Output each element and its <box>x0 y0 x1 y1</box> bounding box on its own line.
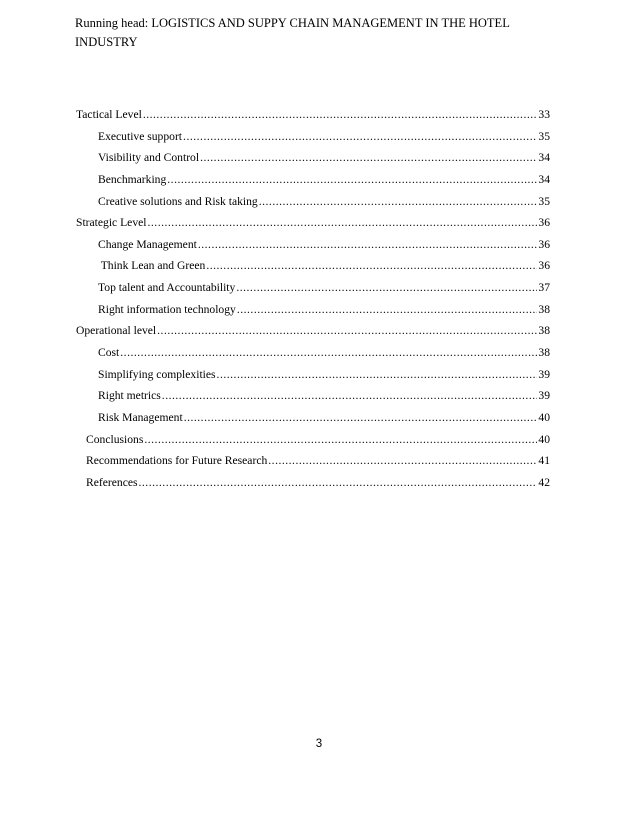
toc-leader-dots <box>120 346 537 359</box>
toc-entry[interactable] <box>76 238 550 260</box>
toc-entry[interactable] <box>76 216 550 238</box>
toc-leader-dots <box>184 411 538 424</box>
toc-entry-label: Creative solutions and Risk taking <box>98 194 258 208</box>
toc-entry-page: 36 <box>538 259 550 273</box>
toc-entry[interactable] <box>76 324 550 346</box>
toc-entry-label: Tactical Level <box>76 108 142 121</box>
toc-leader-dots <box>198 238 538 251</box>
toc-entry[interactable] <box>76 281 550 303</box>
toc-entry[interactable] <box>76 411 550 433</box>
toc-entry[interactable] <box>76 151 550 173</box>
toc-entry-page: 36 <box>538 237 550 251</box>
toc-entry-page: 34 <box>538 151 550 165</box>
toc-leader-dots <box>236 281 537 294</box>
toc-entry-label: Recommendations for Future Research <box>86 454 268 468</box>
toc-entry-page: 38 <box>538 302 550 316</box>
toc-entry-page: 40 <box>538 410 550 424</box>
toc-entry-label: Executive support <box>98 129 183 143</box>
toc-entry-page: 37 <box>538 281 550 295</box>
toc-entry-page: 35 <box>538 129 550 143</box>
toc-entry[interactable] <box>76 108 550 130</box>
toc-leader-dots <box>143 108 538 121</box>
toc-entry-page: 36 <box>538 216 550 230</box>
running-head: Running head: LOGISTICS AND SUPPY CHAIN MANAGEMENT IN THE HOTEL INDUSTRY <box>75 16 510 49</box>
toc-leader-dots <box>200 151 537 164</box>
toc-leader-dots <box>206 259 537 272</box>
toc-entry-label: Strategic Level <box>76 216 147 230</box>
toc-entry-label: Cost <box>98 346 120 360</box>
toc-entry-page: 35 <box>538 194 550 208</box>
toc-entry-page: 41 <box>538 454 550 468</box>
toc-entry-page: 38 <box>538 346 550 360</box>
toc-leader-dots <box>217 368 538 381</box>
page-number: 3 <box>315 738 323 750</box>
toc-entry[interactable] <box>76 130 550 152</box>
toc-entry-label: Conclusions <box>86 432 144 446</box>
toc-entry-page: 34 <box>538 172 550 186</box>
toc-entry-label: Visibility and Control <box>98 151 200 165</box>
toc-entry[interactable] <box>76 476 550 498</box>
toc-entry[interactable] <box>76 173 550 195</box>
toc-entry-page: 40 <box>538 432 550 446</box>
toc-entry[interactable] <box>76 389 550 411</box>
toc-leader-dots <box>183 130 537 143</box>
toc-entry-label: Risk Management <box>98 410 183 424</box>
toc-entry-page: 38 <box>538 324 550 338</box>
toc-leader-dots <box>268 454 537 467</box>
toc-entry-label: Right metrics <box>98 389 161 403</box>
toc-leader-dots <box>157 324 537 337</box>
toc-entry-label: Benchmarking <box>98 172 167 186</box>
toc-leader-dots <box>162 389 538 402</box>
toc-entry-label: Think Lean and Green <box>98 259 206 273</box>
table-of-contents <box>76 108 550 498</box>
toc-entry-label: Top talent and Accountability <box>98 281 236 295</box>
toc-leader-dots <box>148 216 538 229</box>
toc-entry-label: Simplifying complexities <box>98 367 216 381</box>
toc-leader-dots <box>167 173 537 186</box>
toc-entry-label: Change Management <box>98 237 197 251</box>
toc-entry[interactable] <box>76 368 550 390</box>
toc-entry[interactable] <box>76 195 550 217</box>
toc-entry-label: References <box>86 475 138 489</box>
toc-entry-page: 33 <box>538 108 550 121</box>
toc-entry-page: 39 <box>538 389 550 403</box>
toc-leader-dots <box>139 476 538 489</box>
toc-entry[interactable] <box>76 259 550 281</box>
toc-entry[interactable] <box>76 303 550 325</box>
toc-leader-dots <box>237 303 538 316</box>
toc-entry-label: Right information technology <box>98 302 236 316</box>
toc-entry[interactable] <box>76 454 550 476</box>
toc-entry-page: 42 <box>538 475 550 489</box>
toc-entry-label: Operational level <box>76 324 157 338</box>
toc-leader-dots <box>259 195 538 208</box>
toc-leader-dots <box>144 433 537 446</box>
toc-entry-page: 39 <box>538 367 550 381</box>
toc-entry[interactable] <box>76 433 550 455</box>
toc-entry[interactable] <box>76 346 550 368</box>
